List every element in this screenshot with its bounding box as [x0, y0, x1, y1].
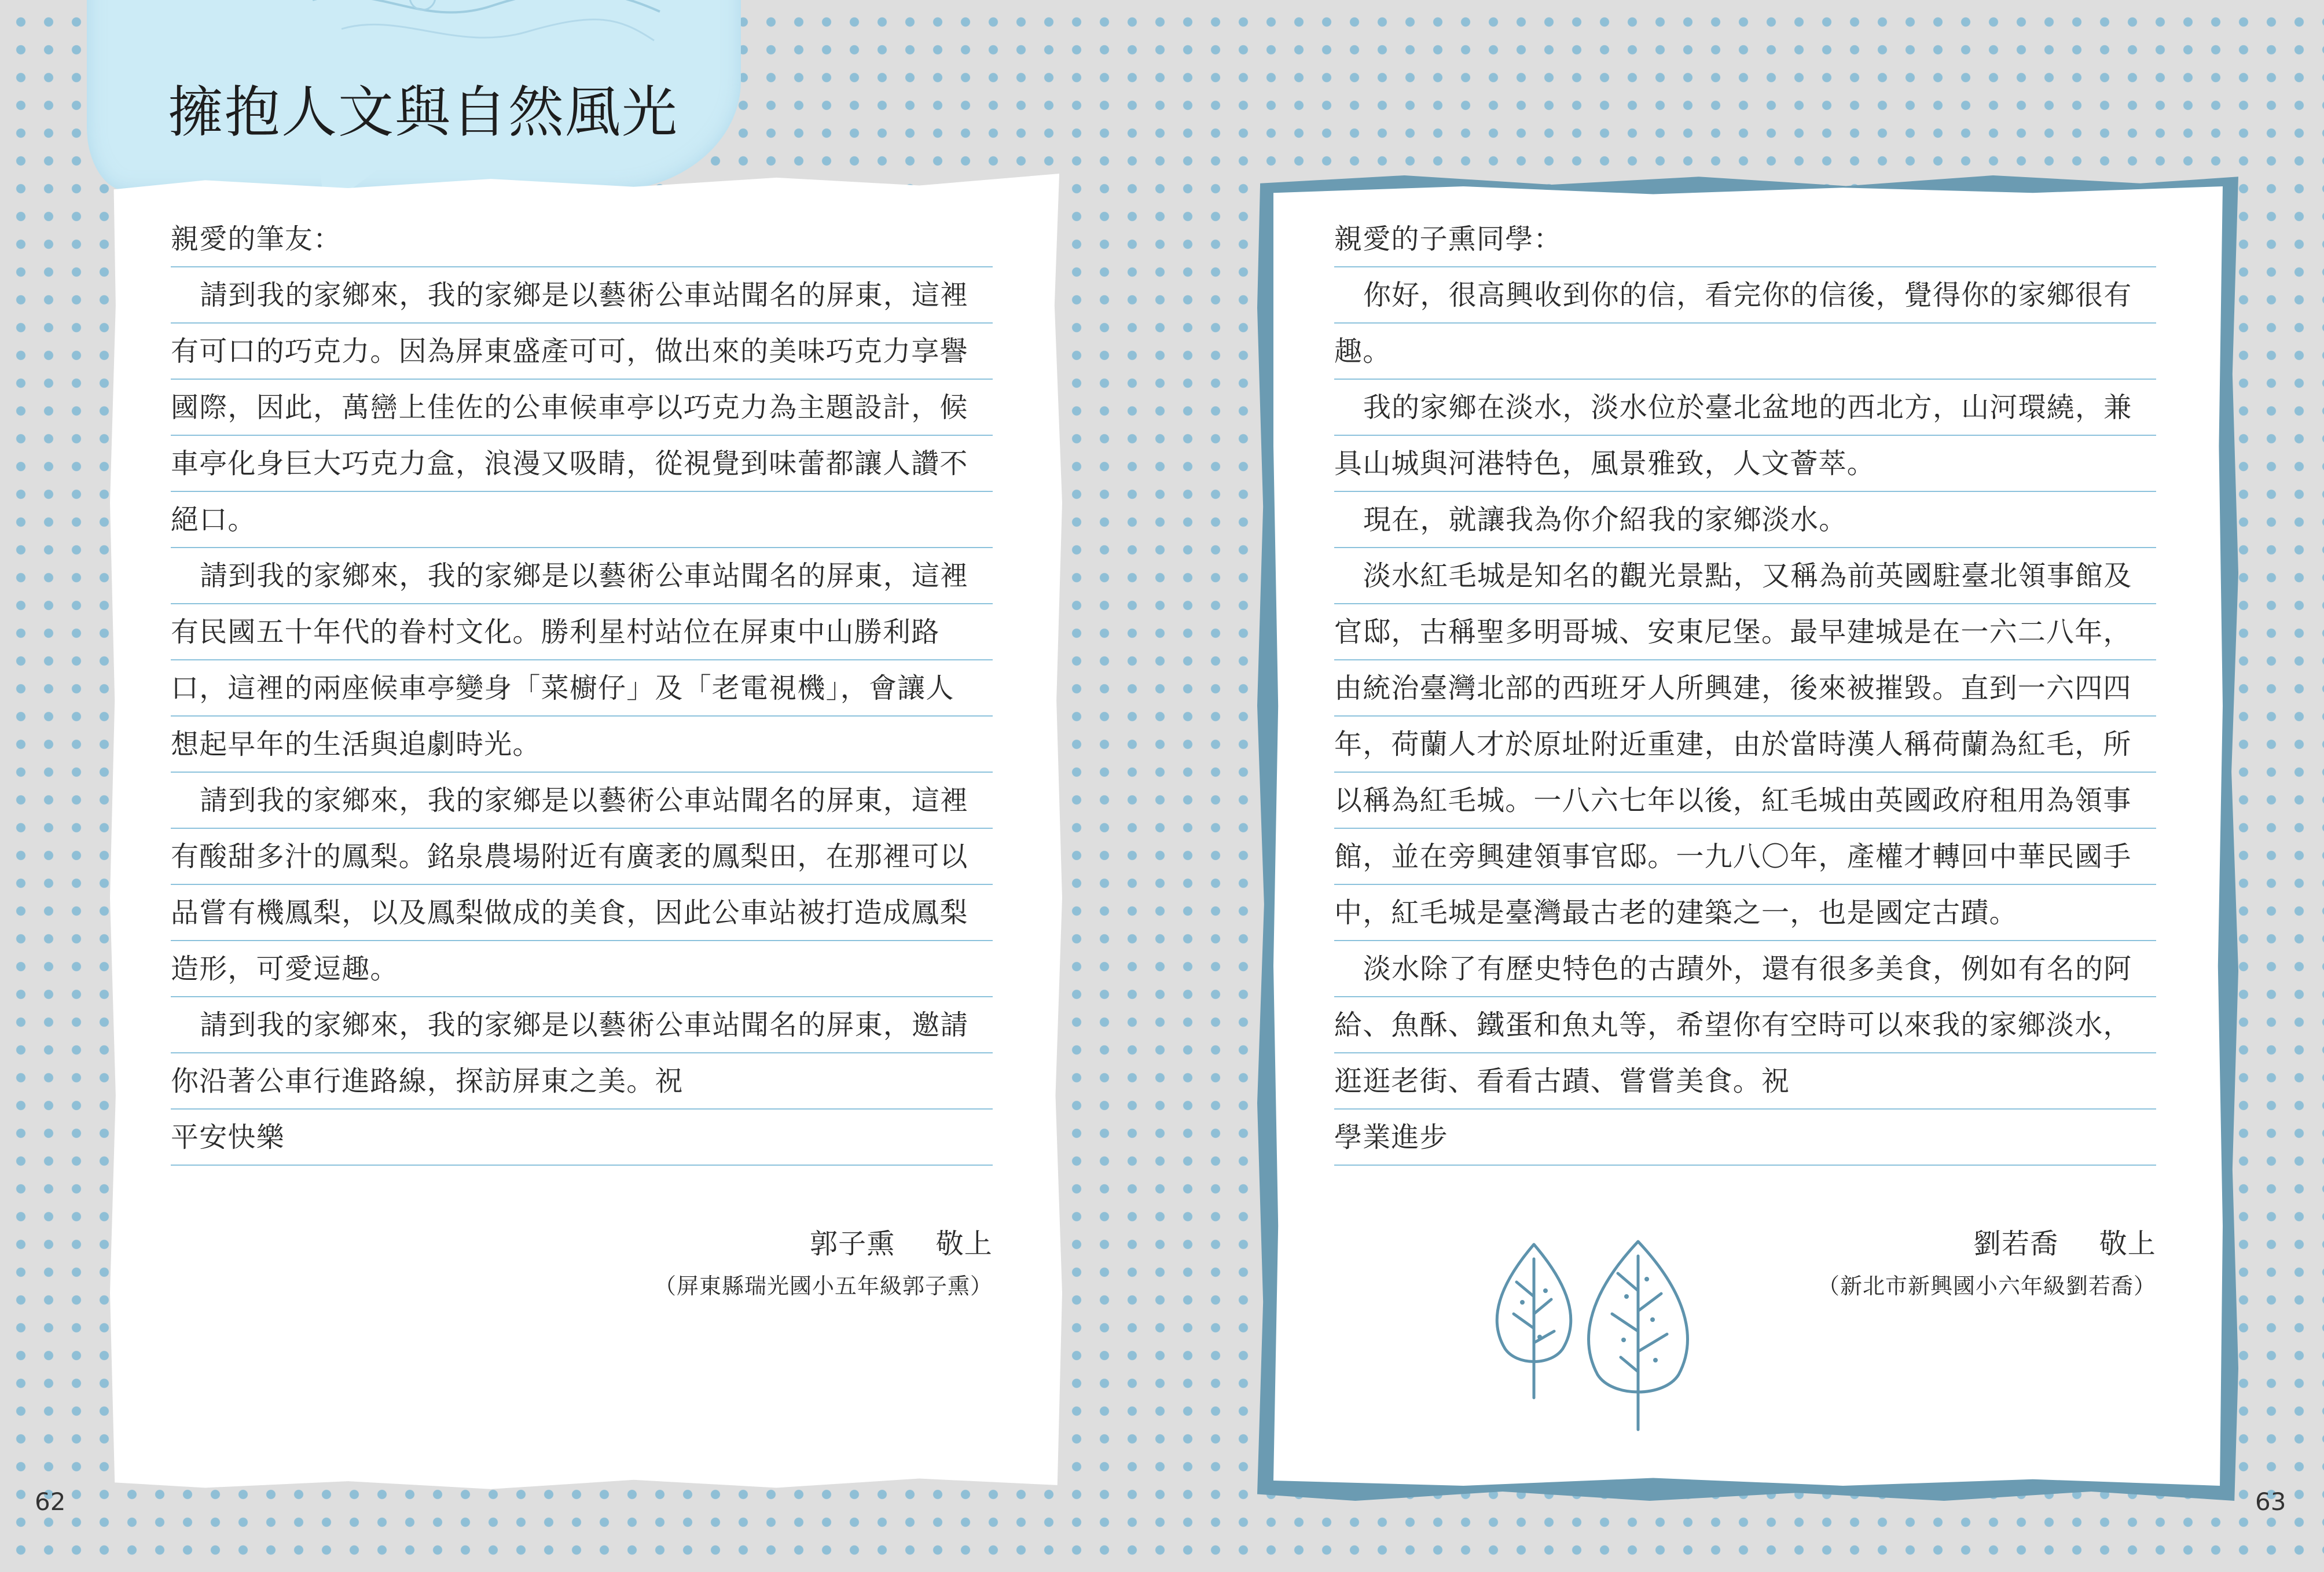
letter-line: 請到我的家鄉來，我的家鄉是以藝術公車站聞名的屏東，邀請 — [171, 997, 993, 1053]
letter-line: 有民國五十年代的眷村文化。勝利星村站位在屏東中山勝利路 — [171, 604, 993, 660]
letter-blessing: 學業進步 — [1334, 1110, 2156, 1166]
letter-line: 給、魚酥、鐵蛋和魚丸等，希望你有空時可以來我的家鄉淡水， — [1334, 997, 2156, 1053]
letter-line: 想起早年的生活與追劇時光。 — [171, 717, 993, 773]
signature-closing: 敬上 — [2099, 1228, 2156, 1260]
letter-line: 由統治臺灣北部的西班牙人所興建，後來被摧毀。直到一六四四 — [1334, 660, 2156, 717]
right-signature — [1334, 1221, 2156, 1300]
letter-line: 淡水紅毛城是知名的觀光景點，又稱為前英國駐臺北領事館及 — [1334, 548, 2156, 604]
letter-line: 有可口的巧克力。因為屏東盛產可可，做出來的美味巧克力享譽 — [171, 324, 993, 380]
letter-line: 請到我的家鄉來，我的家鄉是以藝術公車站聞名的屏東，這裡 — [171, 267, 993, 324]
letter-line: 淡水除了有歷史特色的古蹟外，還有很多美食，例如有名的阿 — [1334, 941, 2156, 997]
letter-line: 請到我的家鄉來，我的家鄉是以藝術公車站聞名的屏東，這裡 — [171, 548, 993, 604]
letter-line: 現在，就讓我為你介紹我的家鄉淡水。 — [1334, 492, 2156, 548]
letter-line: 國際，因此，萬巒上佳佐的公車候車亭以巧克力為主題設計，候 — [171, 380, 993, 436]
page-title: 擁抱人文與自然風光 — [168, 80, 678, 145]
page-number-right: 63 — [2255, 1487, 2286, 1516]
page-number-left: 62 — [35, 1487, 66, 1516]
letter-line: 請到我的家鄉來，我的家鄉是以藝術公車站聞名的屏東，這裡 — [171, 773, 993, 829]
letter-line: 車亭化身巨大巧克力盒，浪漫又吸睛，從視覺到味蕾都讓人讚不 — [171, 436, 993, 492]
letter-line: 逛逛老街、看看古蹟、嘗嘗美食。祝 — [1334, 1053, 2156, 1110]
letter-line: 你沿著公車行進路線，探訪屏東之美。祝 — [171, 1053, 993, 1110]
right-letter — [1334, 211, 2156, 1166]
swirl-decoration-icon — [307, 0, 666, 69]
letter-line: 品嘗有機鳳梨，以及鳳梨做成的美食，因此公車站被打造成鳳梨 — [171, 885, 993, 941]
trees-icon — [1482, 1233, 1725, 1441]
letter-line: 有酸甜多汁的鳳梨。銘泉農場附近有廣袤的鳳梨田，在那裡可以 — [171, 829, 993, 885]
letter-line: 年，荷蘭人才於原址附近重建，由於當時漢人稱荷蘭為紅毛，所 — [1334, 717, 2156, 773]
signature-name: 劉若喬 — [1973, 1228, 2059, 1260]
signature-name: 郭子熏 — [809, 1228, 895, 1260]
letter-line: 口，這裡的兩座候車亭變身「菜櫥仔」及「老電視機」，會讓人 — [171, 660, 993, 717]
left-signature — [171, 1221, 993, 1300]
letter-blessing: 平安快樂 — [171, 1110, 993, 1166]
letter-line: 絕口。 — [171, 492, 993, 548]
signature-note: （屏東縣瑞光國小五年級郭子熏） — [653, 1273, 993, 1299]
letter-line: 以稱為紅毛城。一八六七年以後，紅毛城由英國政府租用為領事 — [1334, 773, 2156, 829]
letter-greeting: 親愛的子熏同學： — [1334, 211, 2156, 267]
letter-greeting: 親愛的筆友： — [171, 211, 993, 267]
letter-line: 官邸，古稱聖多明哥城、安東尼堡。最早建城是在一六二八年， — [1334, 604, 2156, 660]
letter-line: 具山城與河港特色，風景雅致，人文薈萃。 — [1334, 436, 2156, 492]
letter-line: 你好，很高興收到你的信，看完你的信後，覺得你的家鄉很有 — [1334, 267, 2156, 324]
signature-note: （新北市新興國小六年級劉若喬） — [1817, 1273, 2156, 1299]
letter-line: 中，紅毛城是臺灣最古老的建築之一，也是國定古蹟。 — [1334, 885, 2156, 941]
letter-line: 造形，可愛逗趣。 — [171, 941, 993, 997]
letter-line: 我的家鄉在淡水，淡水位於臺北盆地的西北方，山河環繞，兼 — [1334, 380, 2156, 436]
letter-line: 趣。 — [1334, 324, 2156, 380]
signature-closing: 敬上 — [935, 1228, 993, 1260]
letter-line: 館，並在旁興建領事官邸。一九八〇年，產權才轉回中華民國手 — [1334, 829, 2156, 885]
left-letter — [171, 211, 993, 1166]
